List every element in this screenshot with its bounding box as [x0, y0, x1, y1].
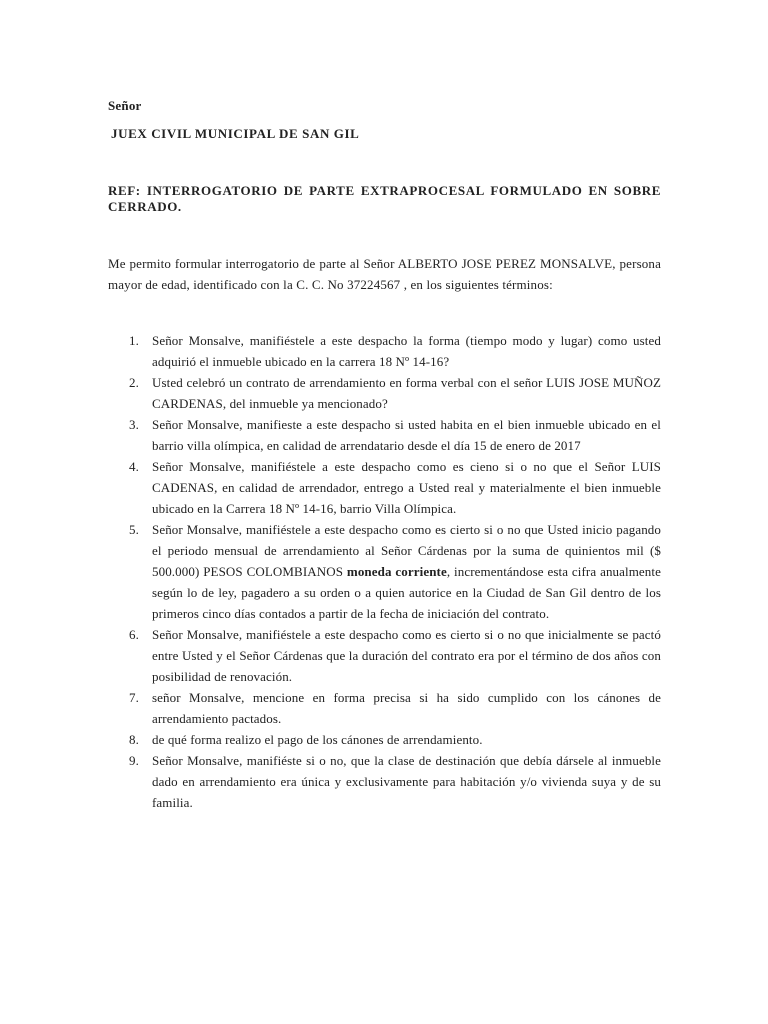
question-number: 7.: [129, 690, 139, 705]
question-text: Señor Monsalve, manifiéstele a este despacho como es cieno si o no que el Señor LUIS CADENAS, en calidad de arrendador, entrego a Usted real y materialmente el bien inmueble ubicado en la Carrera 18 Nº 14-16, barrio Villa Olímpica.: [152, 459, 661, 516]
question-item: [108, 750, 661, 813]
question-text: señor Monsalve, mencione en forma precisa si ha sido cumplido con los cánones de arrendamiento pactados.: [152, 690, 661, 726]
question-number: 3.: [129, 417, 139, 432]
question-text-start: Señor Monsalve, manifiéstele a este despacho como es cierto si o no que Usted inicio pagando el periodo mensual de arrendamiento al Señor Cárdenas por la suma de quinientos mil ($ 500.000) PESOS COLOMBIANOS: [152, 522, 661, 579]
question-item: [108, 456, 661, 519]
question-item: [108, 624, 661, 687]
question-text: Señor Monsalve, manifiéstele a este despacho como es cierto si o no que inicialmente se pactó entre Usted y el Señor Cárdenas que la duración del contrato era por el término de dos años con posibilidad de renovación.: [152, 627, 661, 684]
question-item: [108, 372, 661, 414]
question-item: [108, 687, 661, 729]
question-item: [108, 729, 661, 750]
question-number: 5.: [129, 522, 139, 537]
question-text: de qué forma realizo el pago de los cánones de arrendamiento.: [152, 732, 483, 747]
question-item: [108, 330, 661, 372]
salutation: Señor: [108, 98, 142, 113]
question-text: Usted celebró un contrato de arrendamiento en forma verbal con el señor LUIS JOSE MUÑOZ CARDENAS, del inmueble ya mencionado?: [152, 375, 661, 411]
addressee: JUEX CIVIL MUNICIPAL DE SAN GIL: [111, 126, 360, 141]
question-item: [108, 414, 661, 456]
question-text-emphasis: moneda corriente: [346, 564, 447, 579]
question-number: 1.: [129, 333, 139, 348]
question-item: [108, 519, 661, 624]
question-text: Señor Monsalve, manifieste a este despacho si usted habita en el bien inmueble ubicado en el barrio villa olímpica, en calidad de arrendatario desde el día 15 de enero de 2017: [152, 417, 661, 453]
question-text: Señor Monsalve, manifiéstele a este despacho la forma (tiempo modo y lugar) como usted adquirió el inmueble ubicado en la carrera 18 Nº 14-16?: [152, 333, 661, 369]
question-text: Señor Monsalve, manifiéste si o no, que la clase de destinación que debía dársele al inmueble dado en arrendamiento era única y exclusivamente para habitación y/o vivienda suya y de su familia.: [152, 753, 661, 810]
question-number: 4.: [129, 459, 139, 474]
question-number: 8.: [129, 732, 139, 747]
question-list: [108, 330, 661, 813]
reference-line: REF: INTERROGATORIO DE PARTE EXTRAPROCESAL FORMULADO EN SOBRE CERRADO.: [108, 183, 661, 214]
question-text-end: , incrementándose esta cifra anualmente según lo de ley, pagadero a su orden o a quien autorice en la Ciudad de San Gil dentro de los primeros cinco días contados a partir de la fecha de iniciación del contrato.: [152, 564, 661, 621]
question-number: 2.: [129, 375, 139, 390]
intro-paragraph: Me permito formular interrogatorio de parte al Señor ALBERTO JOSE PEREZ MONSALVE, persona mayor de edad, identificado con la C. C. No 37224567 , en los siguientes términos:: [108, 256, 661, 292]
question-number: 9.: [129, 753, 139, 768]
question-number: 6.: [129, 627, 139, 642]
